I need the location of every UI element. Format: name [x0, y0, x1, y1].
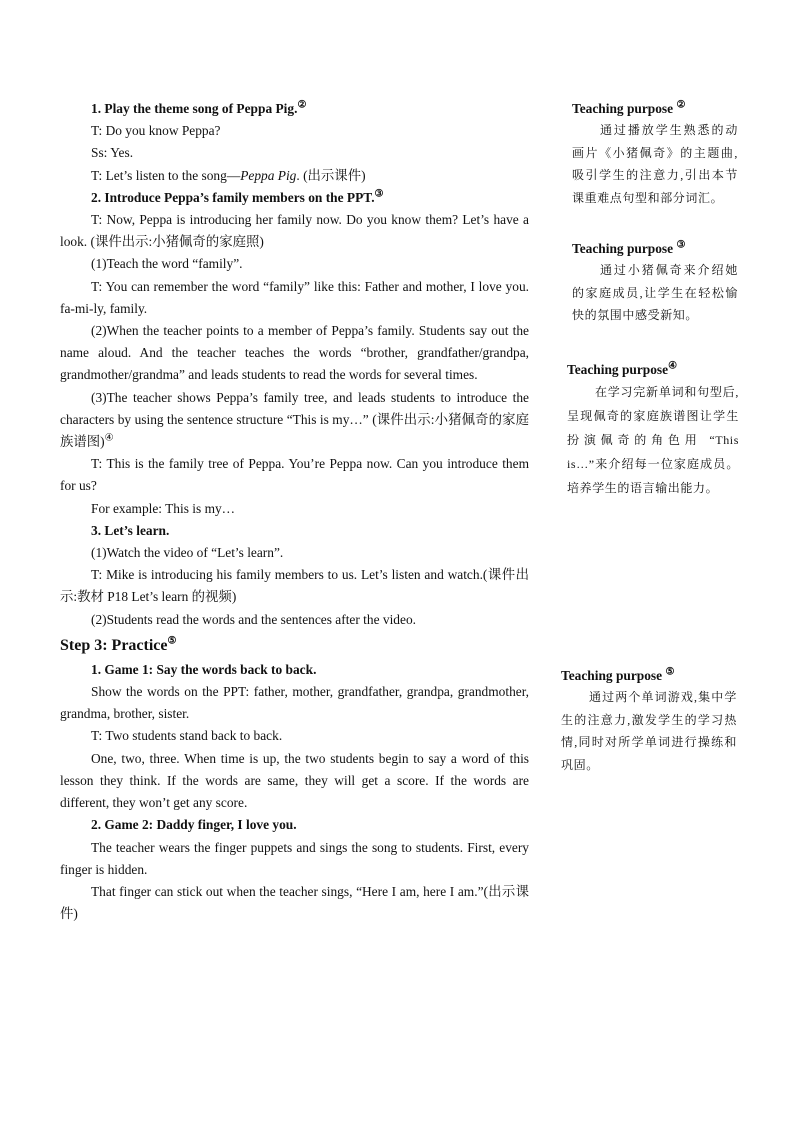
teaching-purpose-note-2 [572, 239, 738, 327]
section-3-title: 3. Let’s learn. [91, 522, 170, 538]
paragraph: T: This is the family tree of Peppa. You’re Peppa now. Can you introduce them for us? [60, 456, 529, 494]
paragraph: T: Mike is introducing his family members to us. Let’s listen and watch.(课件出示:教材 P18 Let’s learn 的视频) [60, 567, 529, 605]
note-text: 在学习完新单词和句型后,呈现佩奇的家庭族谱图让学生扮演佩奇的角色用 “This is…”来介绍每一位家庭成员。培养学生的语言输出能力。 [567, 385, 739, 495]
paragraph: T: Two students stand back to back. [91, 728, 283, 744]
paragraph: T: You can remember the word “family” like this: Father and mother, I love you. fa-mi-ly, family. [60, 278, 529, 316]
note-heading: Teaching purpose④ [567, 360, 678, 377]
note-heading: Teaching purpose ② [572, 99, 686, 116]
note-text: 通过播放学生熟悉的动画片《小猪佩奇》的主题曲,吸引学生的注意力,引出本节课重难点句型和部分词汇。 [572, 123, 738, 205]
teaching-purpose-note-1 [572, 99, 738, 209]
game-1-title: 1. Game 1: Say the words back to back. [91, 661, 317, 677]
paragraph: Show the words on the PPT: father, mother, grandfather, grandpa, grandmother, grandma, brother, sister. [60, 684, 529, 722]
paragraph: (1)Teach the word “family”. [91, 256, 243, 272]
dialogue-line: T: Do you know Peppa? [91, 123, 221, 139]
paragraph: (1)Watch the video of “Let’s learn”. [91, 545, 284, 561]
note-text: 通过小猪佩奇来介绍她的家庭成员,让学生在轻松愉快的氛围中感受新知。 [572, 263, 738, 322]
paragraph: That finger can stick out when the teacher sings, “Here I am, here I am.”(出示课件) [60, 883, 529, 922]
paragraph: T: Now, Peppa is introducing her family now. Do you know them? Let’s have a look. (课件出示:小猪佩奇的家庭照) [60, 212, 529, 250]
lesson-body [60, 98, 529, 925]
dialogue-line: T: Let’s listen to the song—Peppa Pig. (出示课件) [91, 167, 366, 183]
teaching-purpose-note-4 [561, 666, 737, 776]
dialogue-line: Ss: Yes. [91, 145, 134, 161]
note-heading: Teaching purpose ⑤ [561, 666, 675, 683]
paragraph: (2)When the teacher points to a member of Peppa’s family. Students say out the name aloud. And the teacher teaches the words “brother, grandfather/grandpa, grandmother/grandma” and leads students to read the words for several times. [60, 323, 529, 383]
note-text: 通过两个单词游戏,集中学生的注意力,激发学生的学习热情,同时对所学单词进行操练和巩固。 [561, 690, 737, 772]
section-1-title: 1. Play the theme song of Peppa Pig.② [91, 99, 307, 116]
paragraph: The teacher wears the finger puppets and sings the song to students. First, every finger is hidden. [60, 839, 529, 877]
teaching-purpose-note-3 [567, 360, 739, 500]
step-3-heading: Step 3: Practice⑤ [60, 635, 177, 654]
paragraph: (2)Students read the words and the sentences after the video. [91, 611, 416, 627]
note-heading: Teaching purpose ③ [572, 239, 686, 256]
section-2-title: 2. Introduce Peppa’s family members on the PPT.③ [91, 188, 384, 205]
game-2-title: 2. Game 2: Daddy finger, I love you. [91, 817, 297, 833]
paragraph: (3)The teacher shows Peppa’s family tree, and leads students to introduce the characters by using the sentence structure “This is my…” (课件出示:小猪佩奇的家庭族谱图)④ [60, 389, 529, 450]
paragraph: One, two, three. When time is up, the two students begin to say a word of this lesson they think. If the words are same, they will get a score. If the words are different, they won’t get any score. [60, 750, 529, 811]
paragraph: For example: This is my… [91, 500, 236, 516]
